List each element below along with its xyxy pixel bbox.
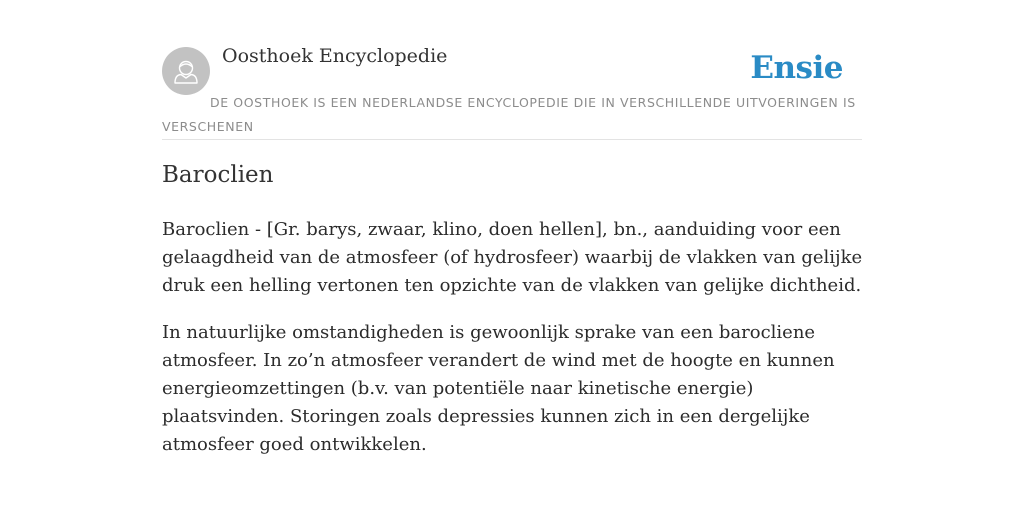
article-paragraph: Baroclien - [Gr. barys, zwaar, klino, doen hellen], bn., aanduiding voor een gelaagdheid van de atmosfeer (of hydrosfeer) waarbij de vlakken van gelijke druk een helling vertonen ten opzichte van de vlakken van gelijke dichtheid. <box>162 219 863 296</box>
page <box>162 0 862 512</box>
brand-logo[interactable]: Ensie <box>750 50 843 86</box>
avatar[interactable] <box>162 47 210 95</box>
article-paragraph: In natuurlijke omstandigheden is gewoonlijk sprake van een barocliene atmosfeer. In zo’n atmosfeer verandert de wind met de hoogte en kunnen energieomzettingen (b.v. van potentiële naar kinetische energie) plaatsvinden. Storingen zoals depressies kunnen zich in een dergelijke atmosfeer goed ontwikkelen. <box>162 322 835 455</box>
user-avatar-icon <box>162 47 210 95</box>
site-tagline: DE OOSTHOEK IS EEN NEDERLANDSE ENCYCLOPEDIE DIE IN VERSCHILLENDE UITVOERINGEN IS VERSCHENEN <box>162 95 856 134</box>
header <box>162 0 862 140</box>
site-title[interactable]: Oosthoek Encyclopedie <box>222 45 448 67</box>
article-title: Baroclien <box>162 162 274 188</box>
